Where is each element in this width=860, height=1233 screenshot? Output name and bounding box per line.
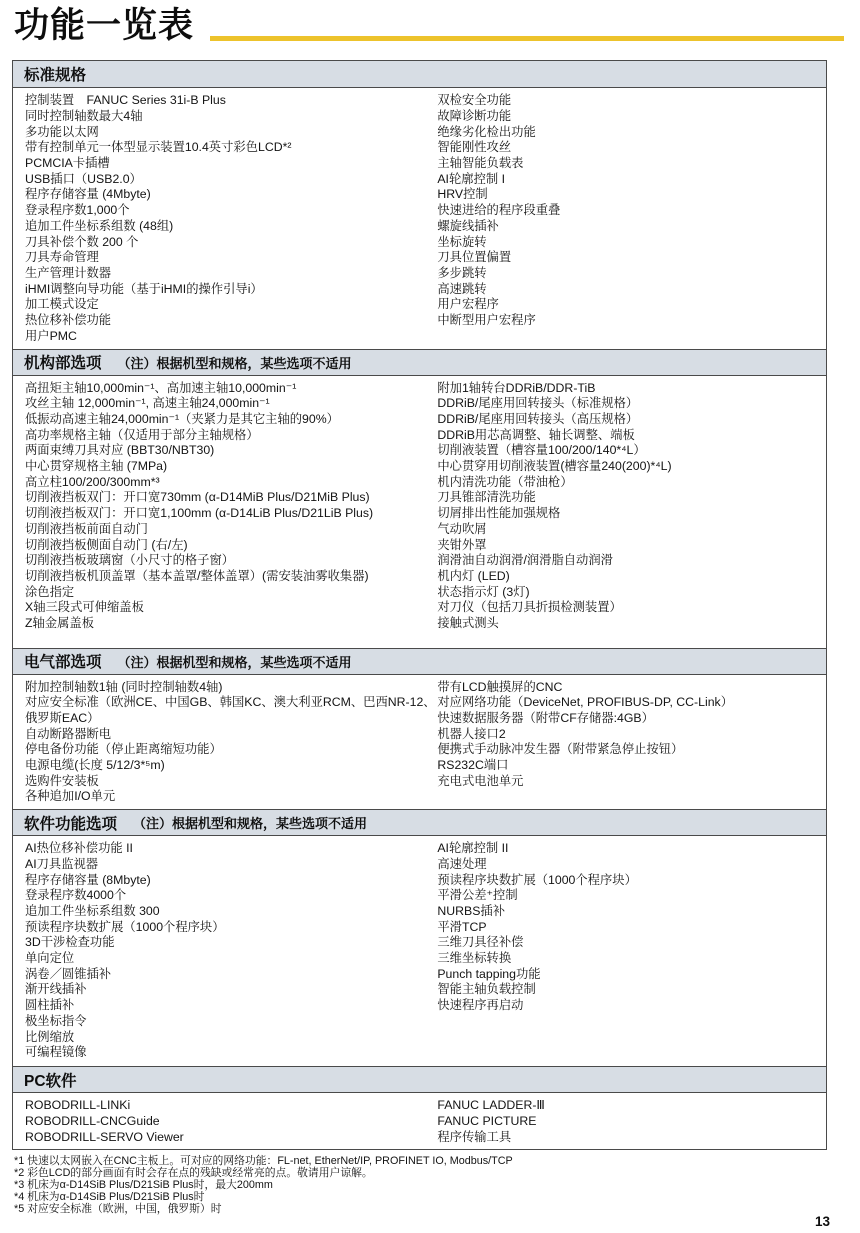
spec-item: 程序存储容量 (8Mbyte) xyxy=(25,872,151,887)
spec-item: 快速进给的程序段重叠 xyxy=(437,203,561,218)
accent-line xyxy=(210,36,844,41)
section-title: 软件功能选项 xyxy=(24,815,118,833)
spec-item: 生产管理计数器 xyxy=(25,265,112,280)
column-left xyxy=(25,93,437,344)
spec-item: 同时控制轴数最大4轴 xyxy=(25,108,143,123)
section xyxy=(13,61,826,348)
spec-item: 程序传输工具 xyxy=(437,1129,512,1144)
spec-item: 控制装置 FANUC Series 31i-B Plus xyxy=(25,93,226,108)
page-number: 13 xyxy=(814,1214,830,1229)
footnote-item: *2 彩色LCD的部分画面有时会存在点的残缺或经常亮的点。敬请用户谅解。 xyxy=(14,1167,373,1180)
section-header xyxy=(13,809,826,836)
spec-item: 切削液挡板双门：开口宽1,100mm (α-D14LiB Plus/D21LiB Plus) xyxy=(25,506,374,521)
spec-item: 热位移补偿功能 xyxy=(25,313,112,328)
spec-item: 追加工件坐标系组数 300 xyxy=(25,903,160,918)
spec-item: 状态指示灯 (3灯) xyxy=(437,584,530,599)
spec-item: RS232C端口 xyxy=(437,758,509,773)
spec-item: 便携式手动脉冲发生器（附带紧急停止按钮） xyxy=(437,742,684,757)
spec-item: 多步跳转 xyxy=(437,265,487,280)
spec-item: ROBODRILL-LINKi xyxy=(25,1098,131,1113)
section-columns xyxy=(13,1093,826,1149)
spec-item: 切屑排出性能加强规格 xyxy=(437,506,561,521)
spec-item: HRV控制 xyxy=(437,187,488,202)
spec-item: 圆柱插补 xyxy=(25,998,75,1013)
spec-item: 高功率规格主轴（仅适用于部分主轴规格） xyxy=(25,427,259,442)
spec-item: 快速程序再启动 xyxy=(437,998,524,1013)
spec-item: 登录程序数4000个 xyxy=(25,888,127,903)
column-right xyxy=(437,841,818,1062)
footnote-item: *1 快速以太网嵌入在CNC主板上。可对应的网络功能：FL-net, EtherNet/IP, PROFINET IO, Modbus/TCP xyxy=(14,1155,513,1168)
section-header xyxy=(13,1066,826,1093)
spec-item: 附加1轴转台DDRiB/DDR-TiB xyxy=(437,380,596,395)
spec-item: 对应网络功能（DeviceNet, PROFIBUS-DP, CC-Link） xyxy=(437,695,733,710)
spec-item: 中心贯穿用切削液装置(槽容量240(200)*⁴L) xyxy=(437,459,672,474)
spec-item: 切削液挡板前面自动门 xyxy=(25,521,148,536)
spec-item: 高立柱100/200/300mm*³ xyxy=(25,474,160,489)
spec-item: 高速处理 xyxy=(437,856,487,871)
footnote-item: *4 机床为α-D14SiB Plus/D21SiB Plus时 xyxy=(14,1191,205,1204)
spec-item: 用户PMC xyxy=(25,328,77,343)
spec-item: 充电式电池单元 xyxy=(437,773,524,788)
section-title: 机构部选项 xyxy=(24,355,102,372)
spec-item: 快速数据服务器（附带CF存储器:4GB） xyxy=(437,710,654,725)
spec-item: Punch tapping功能 xyxy=(437,966,541,981)
section-header xyxy=(13,61,826,88)
spec-item: 坐标旋转 xyxy=(437,234,487,249)
spec-item: 中断型用户宏程序 xyxy=(437,313,536,328)
column-right xyxy=(437,93,818,344)
spec-item: NURBS插补 xyxy=(437,903,505,918)
section-note: （注）根据机型和规格，某些选项不适用 xyxy=(133,816,368,832)
spec-item: 追加工件坐标系组数 (48组) xyxy=(25,218,174,233)
spec-item: ROBODRILL-SERVO Viewer xyxy=(25,1129,184,1144)
spec-item: 单向定位 xyxy=(25,951,75,966)
spec-item: 附加控制轴数1轴 (同时控制轴数4轴) xyxy=(25,679,223,694)
spec-item: 切削液挡板侧面自动门 (右/左) xyxy=(25,537,188,552)
spec-item: 涂色指定 xyxy=(25,584,75,599)
spec-item: 预读程序块数扩展（1000个程序块） xyxy=(437,872,637,887)
section-header xyxy=(13,349,826,376)
spec-item: 润滑油自动润滑/润滑脂自动润滑 xyxy=(437,553,613,568)
spec-item: iHMI调整向导功能（基于iHMI的操作引导i） xyxy=(25,281,263,296)
spec-item: 预读程序块数扩展（1000个程序块） xyxy=(25,919,225,934)
spec-item: 自动断路器断电 xyxy=(25,726,112,741)
column-right xyxy=(437,680,818,806)
spec-item: 带有LCD触摸屏的CNC xyxy=(437,679,563,694)
spec-item: 比例缩放 xyxy=(25,1029,75,1044)
section-columns xyxy=(13,836,826,1066)
spec-item: 夹钳外罩 xyxy=(437,537,487,552)
footnotes xyxy=(14,1155,860,1215)
column-left xyxy=(25,381,437,644)
spec-item: Z轴金属盖板 xyxy=(25,616,94,631)
section xyxy=(13,1066,826,1149)
footnote-item: *3 机床为α-D14SiB Plus/D21SiB Plus时，最大200mm xyxy=(14,1179,273,1192)
section-note: （注）根据机型和规格，某些选项不适用 xyxy=(117,355,352,371)
spec-item: 切削液装置（槽容量100/200/140*⁴L） xyxy=(437,443,646,458)
spec-item: 涡卷／圆锥插补 xyxy=(25,966,112,981)
spec-item: AI刀具监视器 xyxy=(25,856,99,871)
title-row xyxy=(0,0,860,46)
spec-item: 切削液挡板玻璃窗（小尺寸的格子窗） xyxy=(25,553,235,568)
column-left xyxy=(25,1098,437,1145)
spec-item: 各种追加I/O单元 xyxy=(25,789,116,804)
section-note: （注）根据机型和规格，某些选项不适用 xyxy=(117,654,352,670)
section xyxy=(13,648,826,810)
spec-item: 攻丝主轴 12,000min⁻¹, 高速主轴24,000min⁻¹ xyxy=(25,396,270,411)
spec-item: ROBODRILL-CNCGuide xyxy=(25,1113,160,1128)
spec-item: 选购件安装板 xyxy=(25,773,99,788)
spec-item: 3D干涉检查功能 xyxy=(25,935,115,950)
spec-item: 绝缘劣化检出功能 xyxy=(437,124,536,139)
spec-item: AI轮廓控制 II xyxy=(437,841,509,856)
section-title: 电气部选项 xyxy=(24,654,102,671)
spec-item: 刀具寿命管理 xyxy=(25,250,99,265)
section-header xyxy=(13,648,826,675)
spec-item: 故障诊断功能 xyxy=(437,108,512,123)
spec-item: 刀具补偿个数 200 个 xyxy=(25,234,139,249)
spec-item: 高扭矩主轴10,000min⁻¹、高加速主轴10,000min⁻¹ xyxy=(25,380,297,395)
section-title: PC软件 xyxy=(24,1072,77,1090)
spec-item: 双检安全功能 xyxy=(437,93,512,108)
section-columns xyxy=(13,88,826,348)
spec-table xyxy=(12,60,827,1150)
spec-item: DDRiB/尾座用回转接头（高压规格） xyxy=(437,411,639,426)
spec-item: 用户宏程序 xyxy=(437,297,499,312)
section xyxy=(13,349,826,648)
spec-item: 平滑公差⁺控制 xyxy=(437,888,518,903)
spec-item: PCMCIA卡插槽 xyxy=(25,156,110,171)
column-left xyxy=(25,680,437,806)
spec-item: 对应安全标准（欧洲CE、中国GB、韩国KC、澳大利亚RCM、巴西NR-12、俄罗斯EAC） xyxy=(25,695,436,725)
spec-item: 平滑TCP xyxy=(437,919,487,934)
spec-item: 螺旋线插补 xyxy=(437,218,499,233)
column-left xyxy=(25,841,437,1062)
column-right xyxy=(437,1098,818,1145)
spec-item: 气动吹屑 xyxy=(437,521,487,536)
spec-item: FANUC PICTURE xyxy=(437,1113,537,1128)
spec-item: 切削液挡板机顶盖罩（基本盖罩/整体盖罩）(需安装油雾收集器) xyxy=(25,568,369,583)
spec-item: 加工模式设定 xyxy=(25,297,99,312)
spec-item: 程序存储容量 (4Mbyte) xyxy=(25,187,151,202)
spec-item: 电源电缆(长度 5/12/3*⁵m) xyxy=(25,758,165,773)
section-columns xyxy=(13,675,826,810)
spec-item: 高速跳转 xyxy=(437,281,487,296)
spec-item: AI轮廓控制 I xyxy=(437,171,505,186)
spec-item: FANUC LADDER-Ⅲ xyxy=(437,1098,545,1113)
spec-item: DDRiB用芯高调整、轴长调整、端板 xyxy=(437,427,635,442)
spec-item: 机器人接口2 xyxy=(437,726,506,741)
spec-item: 渐开线插补 xyxy=(25,982,87,997)
spec-item: AI热位移补偿功能 II xyxy=(25,841,133,856)
footnote-item: *5 对应安全标准（欧洲，中国，俄罗斯）时 xyxy=(14,1203,222,1216)
spec-item: 对刀仪（包括刀具折损检测装置） xyxy=(437,600,622,615)
spec-item: 主轴智能负载表 xyxy=(437,156,524,171)
spec-item: 刀具位置偏置 xyxy=(437,250,512,265)
spec-item: 三维坐标转换 xyxy=(437,951,512,966)
spec-item: USB插口（USB2.0） xyxy=(25,171,142,186)
spec-item: 智能刚性攻丝 xyxy=(437,140,512,155)
section-title: 标准规格 xyxy=(24,67,87,85)
spec-item: 多功能以太网 xyxy=(25,124,99,139)
spec-item: 切削液挡板双门：开口宽730mm (α-D14MiB Plus/D21MiB Plus) xyxy=(25,490,370,505)
spec-item: 带有控制单元一体型显示装置10.4英寸彩色LCD*² xyxy=(25,140,292,155)
spec-item: X轴三段式可伸缩盖板 xyxy=(25,600,144,615)
spec-item: 中心贯穿规格主轴 (7MPa) xyxy=(25,459,168,474)
spec-item: 登录程序数1,000个 xyxy=(25,203,130,218)
spec-item: 极坐标指令 xyxy=(25,1013,87,1028)
spec-item: 机内清洗功能（带油枪） xyxy=(437,474,573,489)
section xyxy=(13,809,826,1066)
spec-item: 两面束缚刀具对应 (BBT30/NBT30) xyxy=(25,443,215,458)
spec-item: 低振动高速主轴24,000min⁻¹（夹紧力是其它主轴的90%） xyxy=(25,411,339,426)
column-right xyxy=(437,381,818,644)
spec-item: 可编程镜像 xyxy=(25,1045,87,1060)
spec-item: 机内灯 (LED) xyxy=(437,568,510,583)
spec-item: DDRiB/尾座用回转接头（标准规格） xyxy=(437,396,639,411)
page-title: 功能一览表 xyxy=(14,6,195,45)
spec-item: 刀具锥部清洗功能 xyxy=(437,490,536,505)
spec-item: 接触式测头 xyxy=(437,616,499,631)
section-columns xyxy=(13,376,826,648)
spec-item: 停电备份功能（停止距离缩短功能） xyxy=(25,742,222,757)
spec-item: 智能主轴负载控制 xyxy=(437,982,536,997)
spec-item: 三维刀具径补偿 xyxy=(437,935,524,950)
